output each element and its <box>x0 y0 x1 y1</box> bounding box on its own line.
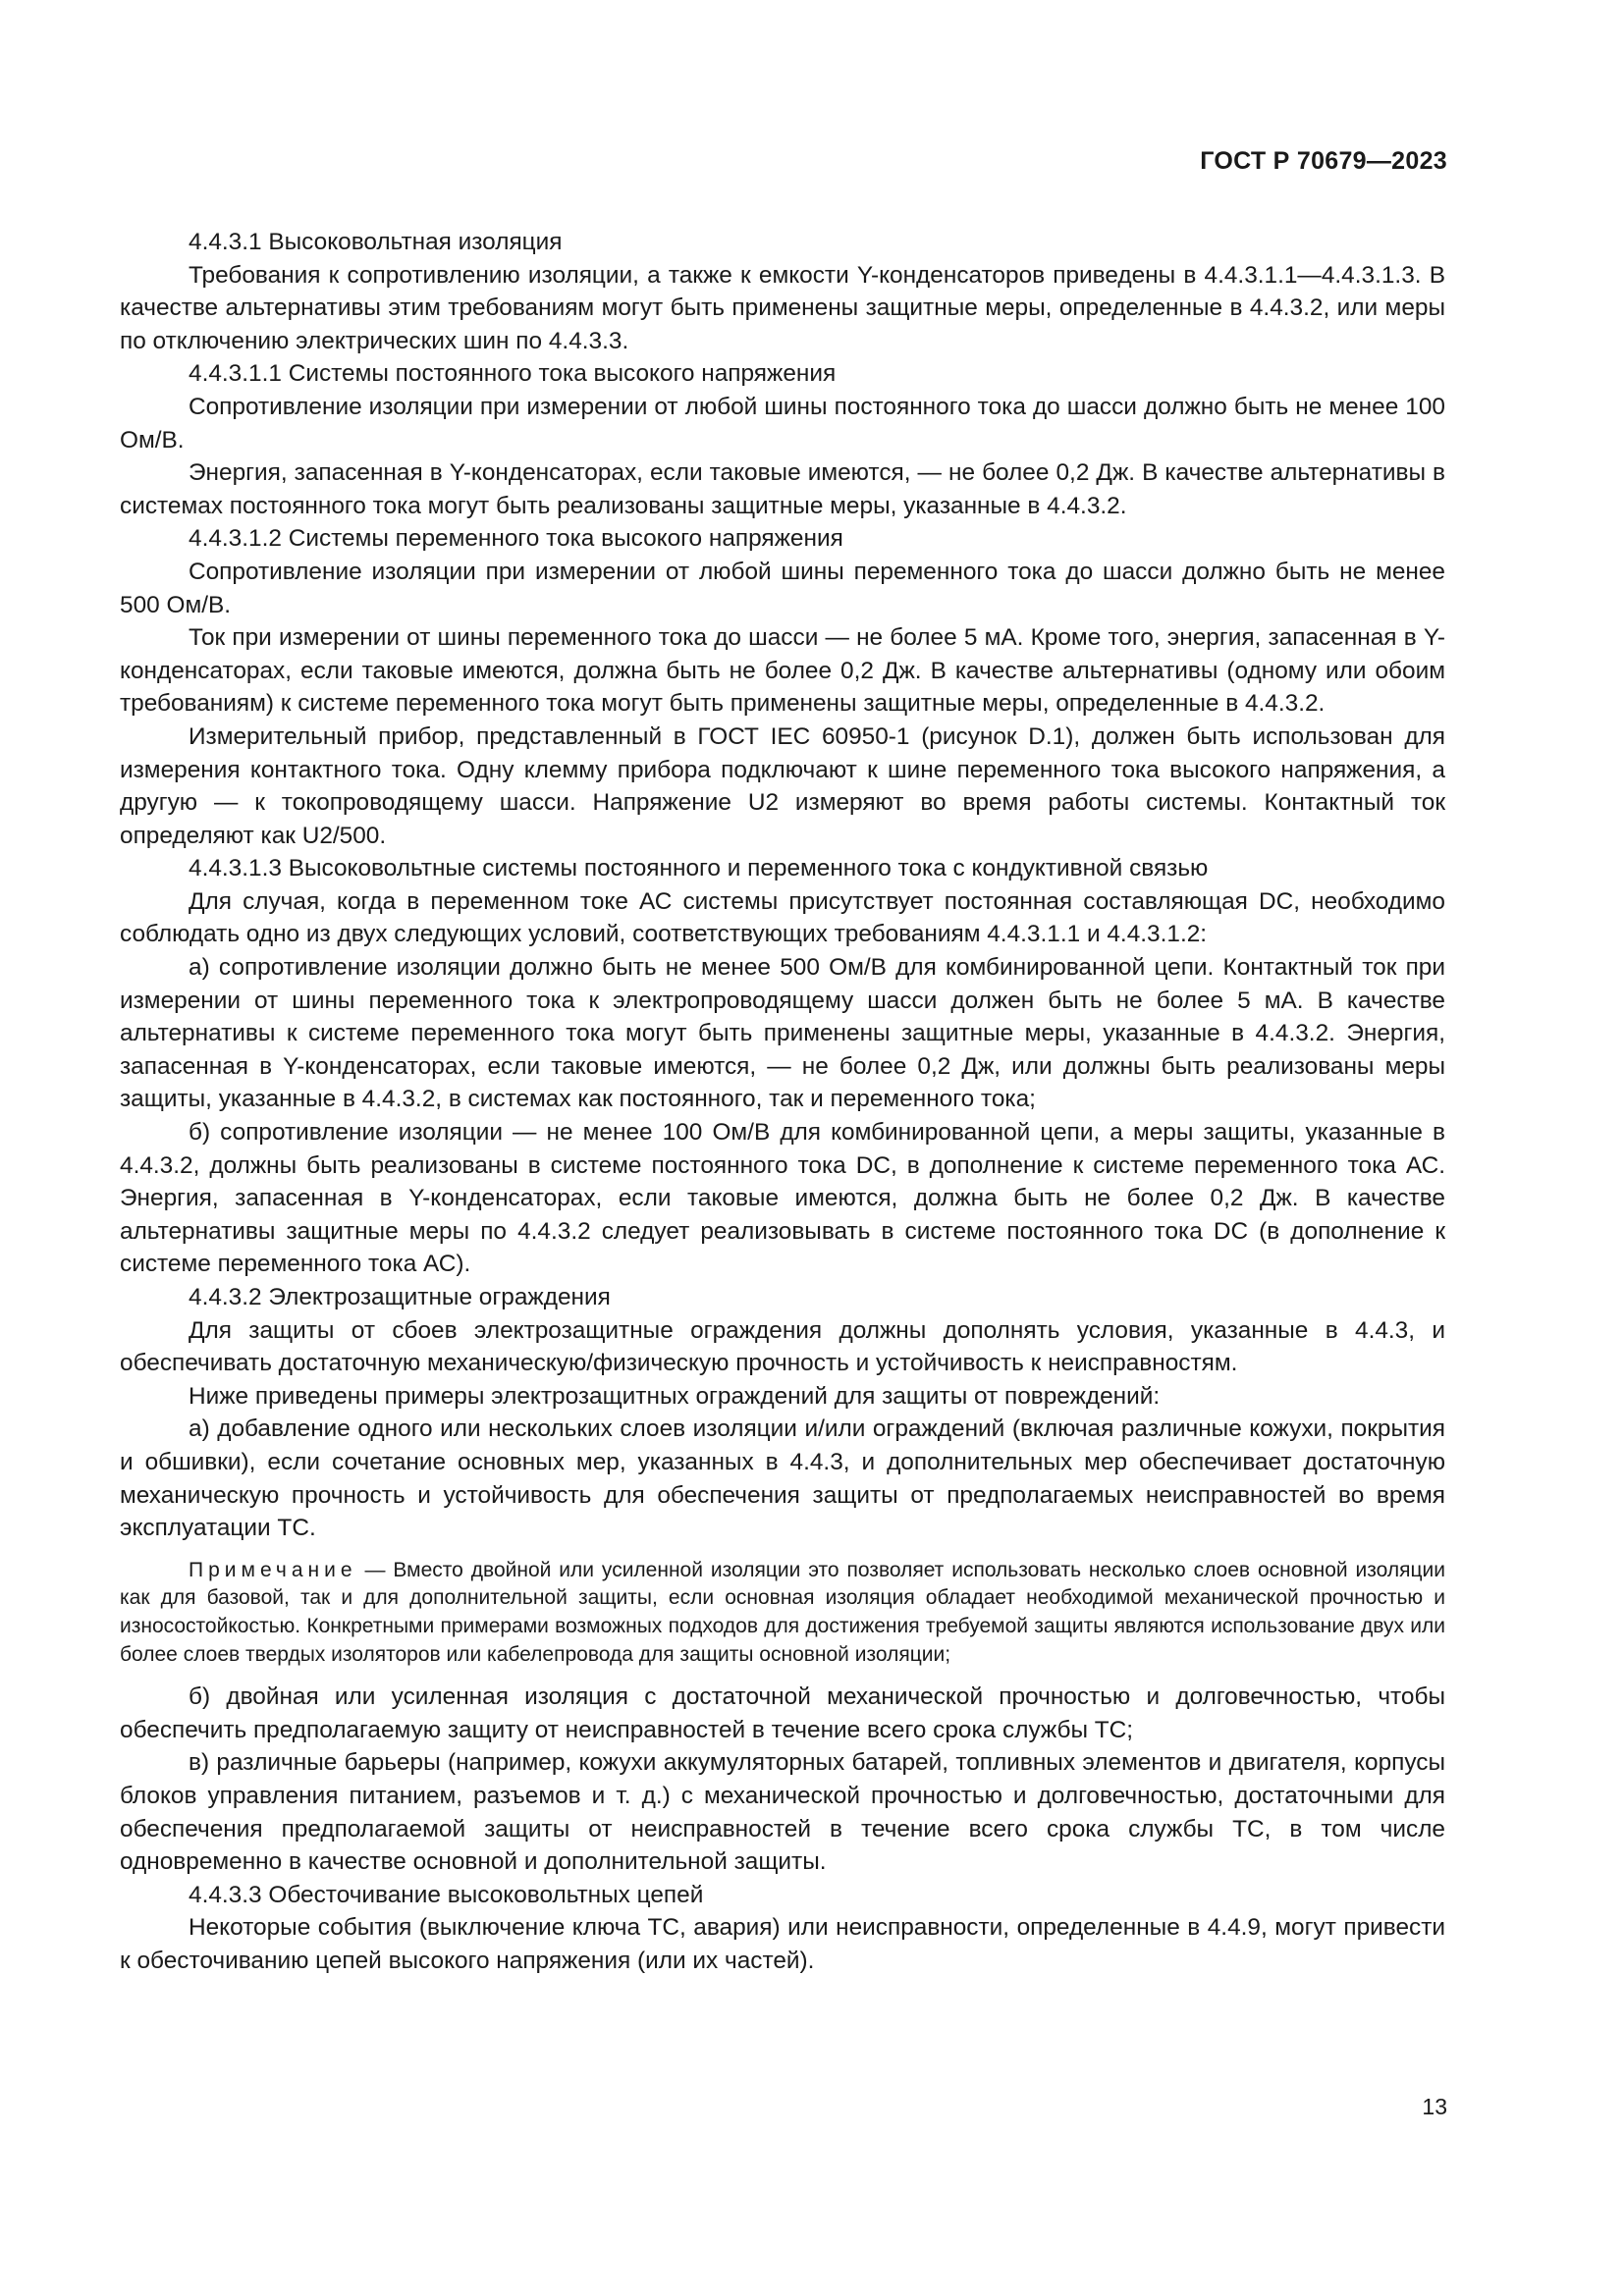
section-heading: 4.4.3.1.2 Системы переменного тока высокого напряжения <box>189 525 843 553</box>
paragraph: Требования к сопротивлению изоляции, а также к емкости Y-конденсаторов приведены в 4.4.3.1.1—4.4.3.1.3. В качестве альтернативы этим требованиям могут быть применены защитные меры, определенные в 4.4.3.2, или меры по отключению электрических шин по 4.4.3.3. <box>120 261 1445 354</box>
paragraph: Сопротивление изоляции при измерении от любой шины переменного тока до шасси должно быть не менее 500 Ом/В. <box>120 558 1445 618</box>
page-number: 13 <box>1422 2094 1447 2119</box>
list-item: в) различные барьеры (например, кожухи аккумуляторных батарей, топливных элементов и двигателя, корпусы блоков управления питанием, разъемов и т. д.) с механической прочностью и долговечностью, достаточными для обеспечения предполагаемой защиты от неисправностей в течение всего срока службы ТС, в том числе одновременно в качестве основной и дополнительной защиты. <box>120 1749 1445 1876</box>
document-header: ГОСТ Р 70679—2023 <box>1200 147 1447 175</box>
paragraph: Ниже приведены примеры электрозащитных ограждений для защиты от повреждений: <box>189 1382 1161 1410</box>
note-text: — Вместо двойной или усиленной изоляции это позволяет использовать несколько слоев основной изоляции как для базовой, так и для дополнительной защиты, если основная изоляция обладает необходимой механической прочностью и износостойкостью. Конкретными примерами возможных подходов для достижения требуемой защиты являются использование двух или более слоев твердых изоляторов или кабелепровода для защиты основной изоляции; <box>120 1558 1445 1666</box>
section-heading: 4.4.3.2 Электрозащитные ограждения <box>189 1284 611 1310</box>
list-item: б) сопротивление изоляции — не менее 100 Ом/В для комбинированной цепи, а меры защиты, указанные в 4.4.3.2, должны быть реализованы в системе постоянного тока DC, в дополнение к системе переменного тока АС. Энергия, запасенная в Y-конденсаторах, если таковые имеются, должна быть не более 0,2 Дж. В качестве альтернативы защитные меры по 4.4.3.2 следует реализовывать в системе постоянного тока DC (в дополнение к системе переменного тока АС). <box>120 1119 1445 1278</box>
section-heading: 4.4.3.1.3 Высоковольтные системы постоянного и переменного тока с кондуктивной связью <box>189 855 1209 882</box>
paragraph: Для защиты от сбоев электрозащитные ограждения должны дополнять условия, указанные в 4.4.3, и обеспечивать достаточную механическую/физическую прочность и устойчивость к неисправностям. <box>120 1316 1445 1377</box>
paragraph: Для случая, когда в переменном токе АС системы присутствует постоянная составляющая DC, необходимо соблюдать одно из двух следующих условий, соответствующих требованиям 4.4.3.1.1 и 4.4.3.1.2: <box>120 887 1445 948</box>
note-label: Примечание <box>189 1558 357 1581</box>
document-body <box>120 226 1445 1977</box>
list-item: а) добавление одного или нескольких слоев изоляции и/или ограждений (включая различные кожухи, покрытия и обшивки), если сочетание основных мер, указанных в 4.4.3, и дополнительных мер обеспечивает достаточную механическую прочность и устойчивость для обеспечения защиты от предполагаемых неисправностей во время эксплуатации ТС. <box>120 1415 1445 1542</box>
paragraph: Сопротивление изоляции при измерении от любой шины постоянного тока до шасси должно быть не менее 100 Ом/В. <box>120 393 1445 454</box>
section-heading: 4.4.3.1.1 Системы постоянного тока высокого напряжения <box>189 360 837 388</box>
paragraph: Некоторые события (выключение ключа ТС, авария) или неисправности, определенные в 4.4.9, могут привести к обесточиванию цепей высокого напряжения (или их частей). <box>120 1914 1445 1974</box>
section-heading: 4.4.3.1 Высоковольтная изоляция <box>189 229 563 255</box>
paragraph: Измерительный прибор, представленный в ГОСТ IEC 60950-1 (рисунок D.1), должен быть использован для измерения контактного тока. Одну клемму прибора подключают к шине переменного тока высокого напряжения, а другую — к токопроводящему шасси. Напряжение U2 измеряют во время работы системы. Контактный ток определяют как U2/500. <box>120 722 1445 849</box>
list-item: б) двойная или усиленная изоляция с достаточной механической прочностью и долговечностью, чтобы обеспечить предполагаемую защиту от неисправностей в течение всего срока службы ТС; <box>120 1683 1445 1743</box>
section-heading: 4.4.3.3 Обесточивание высоковольтных цепей <box>189 1881 704 1908</box>
paragraph: Энергия, запасенная в Y-конденсаторах, если таковые имеются, — не более 0,2 Дж. В качестве альтернативы в системах постоянного тока могут быть реализованы защитные меры, указанные в 4.4.3.2. <box>120 459 1445 519</box>
list-item: а) сопротивление изоляции должно быть не менее 500 Ом/В для комбинированной цепи. Контактный ток при измерении от шины переменного тока к электропроводящему шасси должен быть не более 5 мА. В качестве альтернативы к системе переменного тока могут быть применены защитные меры, указанные в 4.4.3.2. Энергия, запасенная в Y-конденсаторах, если таковые имеются, — не более 0,2 Дж, или должны быть реализованы меры защиты, указанные в 4.4.3.2, в системах как постоянного, так и переменного тока; <box>120 954 1445 1113</box>
paragraph: Ток при измерении от шины переменного тока до шасси — не более 5 мА. Кроме того, энергия, запасенная в Y-конденсаторах, если таковые имеются, должна быть не более 0,2 Дж. В качестве альтернативы (одному или обоим требованиям) к системе переменного тока могут быть применены защитные меры, определенные в 4.4.3.2. <box>120 624 1445 718</box>
note <box>120 1557 1445 1669</box>
